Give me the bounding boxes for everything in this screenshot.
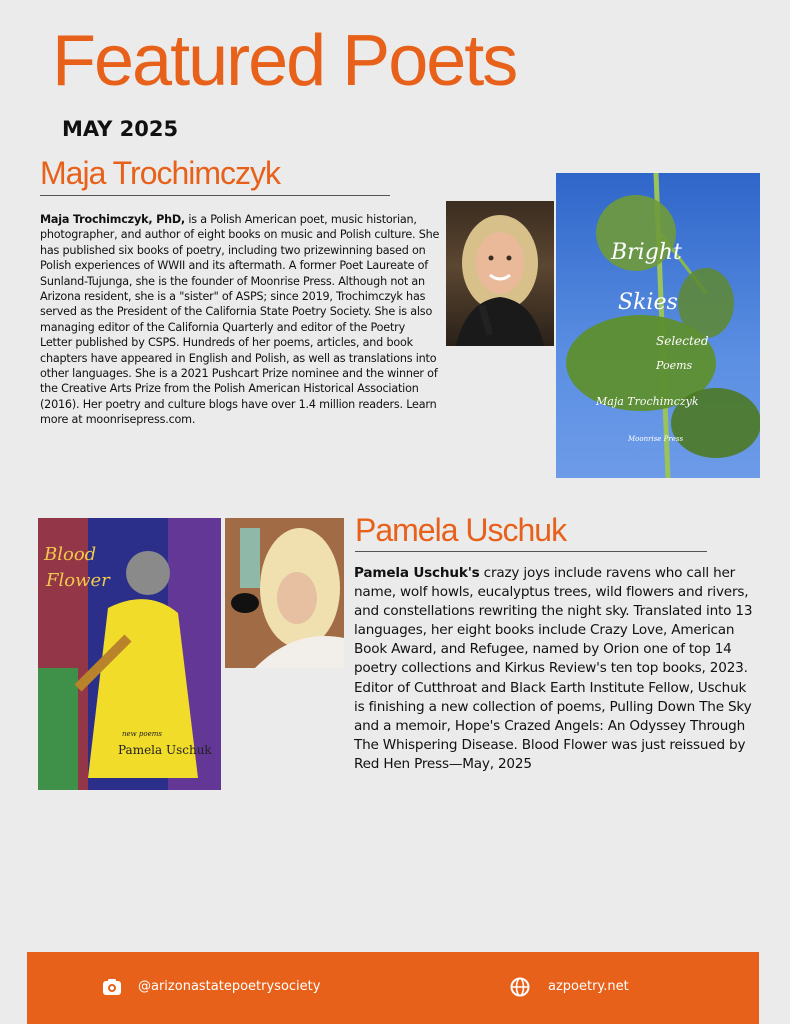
divider — [40, 195, 390, 196]
cover-subtitle-1: Selected — [656, 334, 709, 348]
cover-author: Maja Trochimczyk — [596, 395, 699, 408]
book-cover-blood-flower — [38, 518, 221, 790]
footer-bar — [27, 952, 759, 1024]
social-handle-link[interactable]: @arizonastatepoetrysociety — [138, 979, 321, 994]
cover-subtitle: new poems — [122, 730, 162, 738]
bio-lead: Maja Trochimczyk, PhD, — [40, 213, 185, 226]
poet-bio-pamela — [354, 564, 760, 774]
bio-text: crazy joys include ravens who call her name, wolf howls, eucalyptus trees, wild flowers and rivers, and constellations rewriting the night sky. Translated into 13 languages, her eight books include Crazy Love, American Book Award, and Refugee, named by Orion one of top 14 poetry collections and Kirkus Review's ten top books, 2023. Editor of Cutthroat and Black Earth Institute Fellow, Uschuk is finishing a new collection of poems, Pulling Down The Sky and a memoir, Hope's Crazed Angels: An Odyssey Through The Whispering Disease. Blood Flower was just reissued by Red Hen Press—May, 2025 — [354, 565, 753, 772]
camera-icon[interactable] — [102, 977, 122, 997]
cover-title-2: Flower — [46, 570, 110, 591]
cover-author: Pamela Uschuk — [118, 743, 212, 757]
poet-bio-maja — [40, 212, 440, 428]
globe-icon[interactable] — [510, 977, 530, 997]
cover-publisher: Moonrise Press — [628, 435, 684, 443]
page-title: Featured Poets — [52, 21, 517, 101]
bio-lead: Pamela Uschuk's — [354, 565, 480, 581]
issue-month: MAY 2025 — [62, 117, 179, 141]
website-link[interactable]: azpoetry.net — [548, 979, 629, 994]
book-cover-bright-skies — [556, 173, 760, 478]
cover-title-1: Bright — [611, 240, 682, 265]
cover-subtitle-2: Poems — [656, 359, 693, 372]
pamela-portrait — [225, 518, 344, 668]
cover-title-2: Skies — [618, 290, 678, 315]
maja-portrait — [446, 201, 554, 346]
bio-text: is a Polish American poet, music historian, photographer, and author of eight books on music and Polish culture. She has published six books of poetry, including two prizewinning based on Polish experiences of WWII and its aftermath. A former Poet Laureate of Sunland-Tujunga, she is the founder of Moonrise Press. Although not an Arizona resident, she is a "sister" of ASPS; since 2019, Trochimczyk has served as the President of the California State Poetry Society. She is also managing editor of the California Quarterly and editor of the Poetry Letter published by CSPS. Hundreds of her poems, articles, and book chapters have appeared in English and Polish, as well as translations into other languages. She is a 2021 Pushcart Prize nominee and the winner of the Creative Arts Prize from the Polish American Historical Association (2016). Her poetry and culture blogs have over 1.4 million readers. Learn more at moonrisepress.com. — [40, 213, 440, 427]
divider — [355, 551, 707, 552]
cover-title-1: Blood — [44, 544, 97, 565]
poet-name-pamela: Pamela Uschuk — [355, 512, 567, 548]
poet-name-maja: Maja Trochimczyk — [40, 155, 281, 191]
